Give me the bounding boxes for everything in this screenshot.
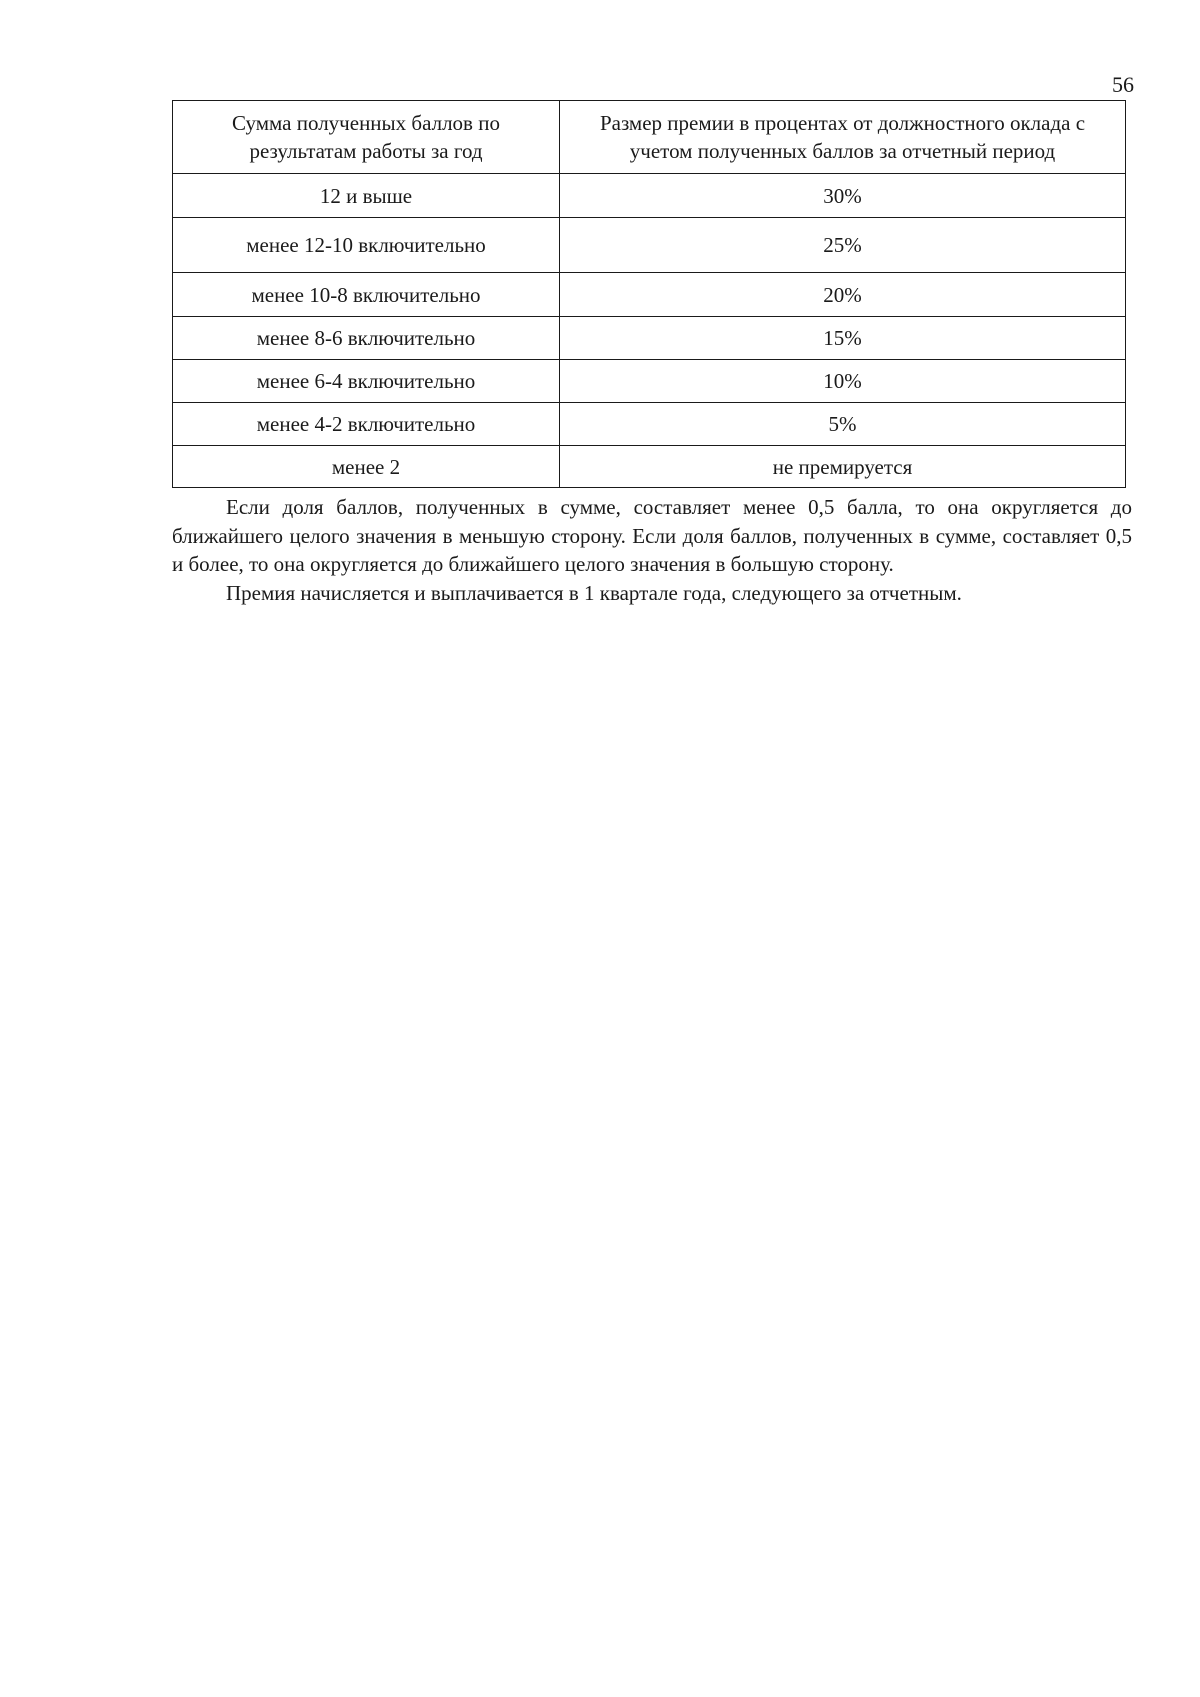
table-row xyxy=(173,446,1126,488)
table-header-row xyxy=(173,101,1126,174)
header-cell-points: Сумма полученных баллов по результатам работы за год xyxy=(173,101,560,174)
cell-bonus: 20% xyxy=(560,273,1126,317)
cell-bonus: 25% xyxy=(560,218,1126,273)
header-cell-bonus: Размер премии в процентах от должностного оклада с учетом полученных баллов за отчетный период xyxy=(560,101,1126,174)
page-number: 56 xyxy=(1112,72,1134,97)
cell-bonus: 15% xyxy=(560,317,1126,360)
table-row xyxy=(173,273,1126,317)
cell-points: менее 10-8 включительно xyxy=(173,273,560,317)
cell-bonus: не премируется xyxy=(560,446,1126,488)
body-text xyxy=(172,493,1132,607)
table-row xyxy=(173,403,1126,446)
paragraph-rounding-rule: Если доля баллов, полученных в сумме, составляет менее 0,5 балла, то она округляется до ближайшего целого значения в меньшую сторону. Если доля баллов, полученных в сумме, составляет 0,5 и более, то она округляется до ближайшего целого значения в большую сторону. xyxy=(172,495,1132,576)
table-row xyxy=(173,360,1126,403)
cell-bonus: 10% xyxy=(560,360,1126,403)
cell-points: менее 2 xyxy=(173,446,560,488)
cell-points: менее 12-10 включительно xyxy=(173,218,560,273)
cell-points: менее 6-4 включительно xyxy=(173,360,560,403)
cell-bonus: 30% xyxy=(560,174,1126,218)
table-row xyxy=(173,317,1126,360)
bonus-table xyxy=(172,100,1126,488)
paragraph-payment-timing: Премия начисляется и выплачивается в 1 квартале года, следующего за отчетным. xyxy=(226,580,962,605)
cell-points: менее 4-2 включительно xyxy=(173,403,560,446)
table-row xyxy=(173,174,1126,218)
table-row xyxy=(173,218,1126,273)
cell-points: менее 8-6 включительно xyxy=(173,317,560,360)
cell-points: 12 и выше xyxy=(173,174,560,218)
cell-bonus: 5% xyxy=(560,403,1126,446)
